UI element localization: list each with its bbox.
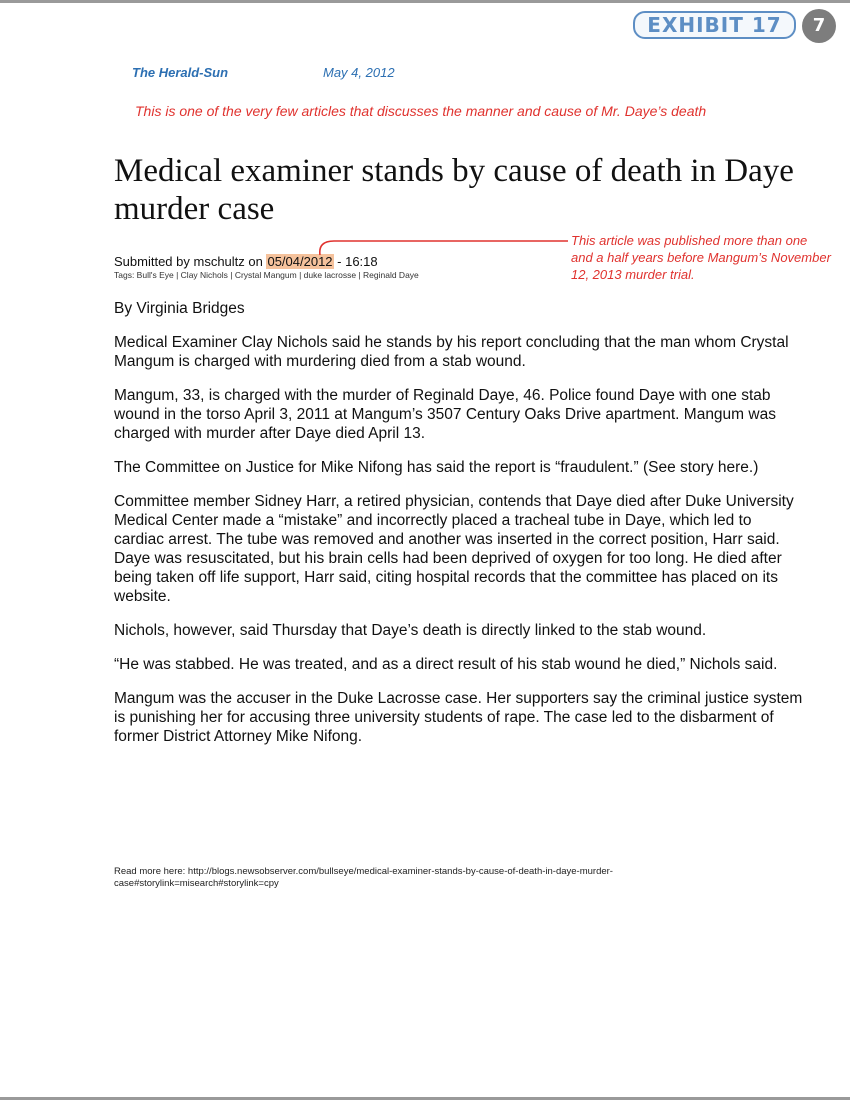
publication-date: May 4, 2012 <box>323 65 395 80</box>
exhibit-label: EXHIBIT 17 <box>633 11 796 39</box>
article-paragraph: Committee member Sidney Harr, a retired physician, contends that Daye died after Duke University Medical Center made a “mistake” and incorrectly placed a tracheal tube in Daye, which led to cardiac arrest. The tube was removed and another was inserted in the correct position, Harr said. Daye was resuscitated, but his brain cells had been deprived of oxygen for too long. He died after being taken off life support, Harr said, citing hospital records that the committee has placed on its website. <box>114 493 794 605</box>
article-tags: Tags: Bull's Eye | Clay Nichols | Crystal Mangum | duke lacrosse | Reginald Daye <box>114 270 419 280</box>
article-paragraph: The Committee on Justice for Mike Nifong has said the report is “fraudulent.” (See story here.) <box>114 459 759 476</box>
submission-prefix: Submitted by mschultz on <box>114 254 267 269</box>
publication-name: The Herald-Sun <box>132 65 229 80</box>
article-paragraph: Medical Examiner Clay Nichols said he stands by his report concluding that the man whom Crystal Mangum is charged with murdering died from a stab wound. <box>114 334 789 370</box>
page-border-top <box>0 0 850 3</box>
article-paragraph: Mangum was the accuser in the Duke Lacrosse case. Her supporters say the criminal justice system is punishing her for accusing three university students of rape. The case led to the disbarment of former District Attorney Mike Nifong. <box>114 690 803 745</box>
submission-line <box>114 254 378 269</box>
article-byline: By Virginia Bridges <box>114 300 245 317</box>
read-more-link-text: Read more here: http://blogs.newsobserver.com/bullseye/medical-examiner-stands-by-cause-of-death-in-daye-murder-case#storylink=misearch#storylink=cpy <box>114 866 613 889</box>
article-headline: Medical examiner stands by cause of death in Daye murder case <box>114 153 794 227</box>
annotation-side-note: This article was published more than one and a half years before Mangum’s November 12, 2013 murder trial. <box>571 233 831 282</box>
article-paragraph: “He was stabbed. He was treated, and as a direct result of his stab wound he died,” Nichols said. <box>114 656 778 673</box>
annotation-top: This is one of the very few articles that discusses the manner and cause of Mr. Daye’s death <box>135 103 707 119</box>
article-body <box>114 333 804 761</box>
highlighted-date: 05/04/2012 <box>267 254 333 269</box>
article-paragraph: Mangum, 33, is charged with the murder of Reginald Daye, 46. Police found Daye with one stab wound in the torso April 3, 2011 at Mangum’s 3507 Century Oaks Drive apartment. Mangum was charged with murder after Daye died April 13. <box>114 387 776 442</box>
article-paragraph: Nichols, however, said Thursday that Daye’s death is directly linked to the stab wound. <box>114 622 707 639</box>
page-number-badge: 7 <box>802 9 836 43</box>
submission-time: - 16:18 <box>333 254 378 269</box>
